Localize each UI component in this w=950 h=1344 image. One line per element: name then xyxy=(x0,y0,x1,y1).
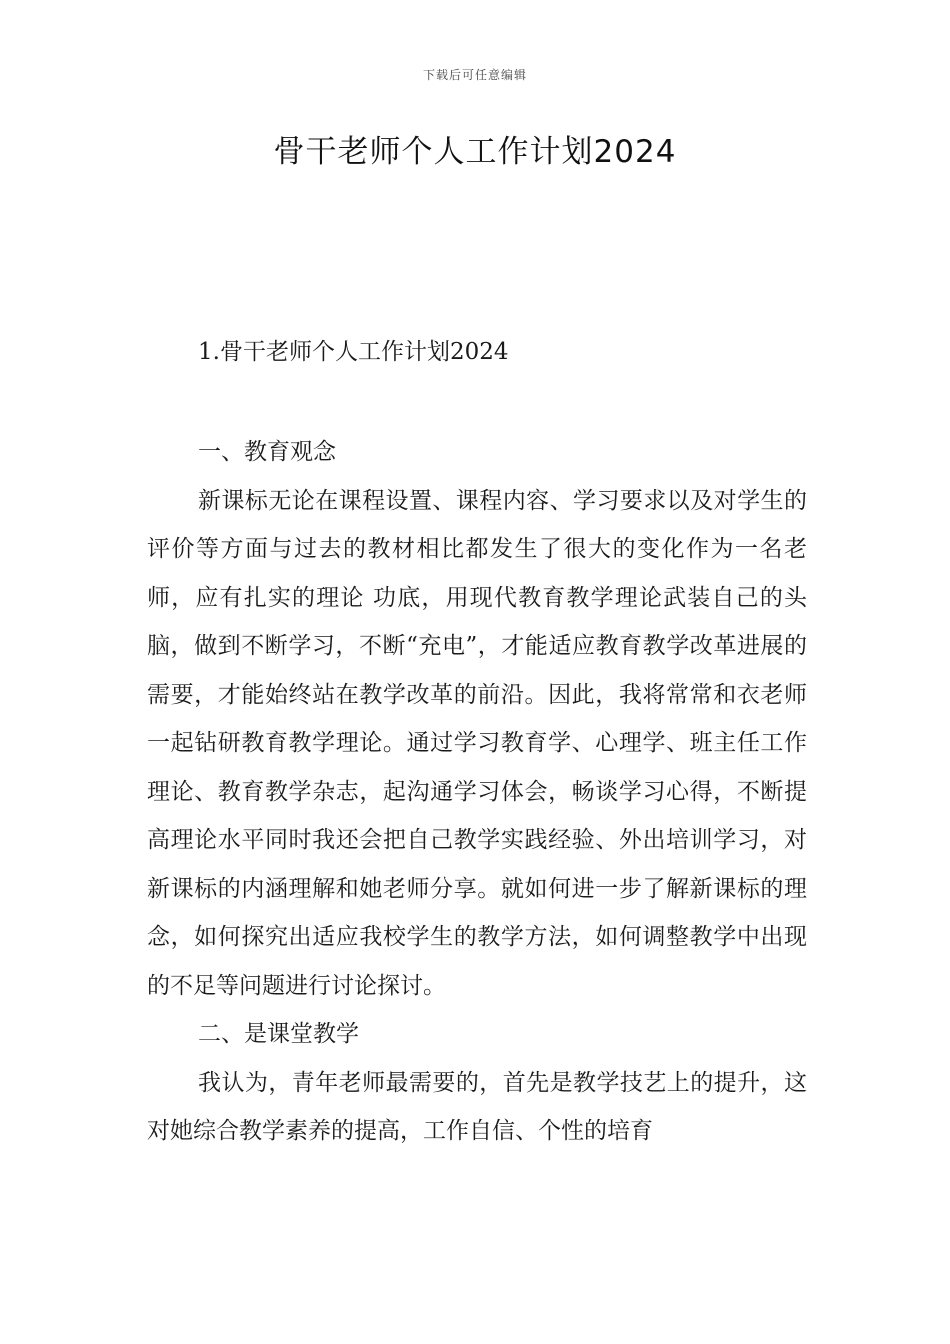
document-title: 骨干老师个人工作计划2024 xyxy=(273,134,677,170)
section-subtitle: 1.骨干老师个人工作计划2024 xyxy=(198,339,509,365)
header-note: 下载后可任意编辑 xyxy=(422,68,527,82)
section-heading-1: 一、教育观念 xyxy=(198,439,336,465)
section-heading-2: 二、是课堂教学 xyxy=(198,1021,359,1047)
paragraph-2: 我认为，青年老师最需要的，首先是教学技艺上的提升，这对她综合教学素养的提高，工作自信、个性的培育 xyxy=(147,1069,807,1144)
paragraph-1: 新课标无论在课程设置、课程内容、学习要求以及对学生的评价等方面与过去的教材相比都发生了很大的变化作为一名老师，应有扎实的理论 功底，用现代教育教学理论武装自己的头脑，做到不断学习，不断“充电”，才能适应教育教学改革进展的需要，才能始终站在教学改革的前沿。因此，我将常常和衣老师一起钻研教育教学理论。通过学习教育学、心理学、班主任工作理论、教育教学杂志，起沟通学习体会，畅谈学习心得，不断提高理论水平同时我还会把自己教学实践经验、外出培训学习，对新课标的内涵理解和她老师分享。就如何进一步了解新课标的理念，如何探究出适应我校学生的教学方法，如何调整教学中出现的不足等问题进行讨论探讨。 xyxy=(147,487,807,999)
body-text xyxy=(147,428,807,1156)
